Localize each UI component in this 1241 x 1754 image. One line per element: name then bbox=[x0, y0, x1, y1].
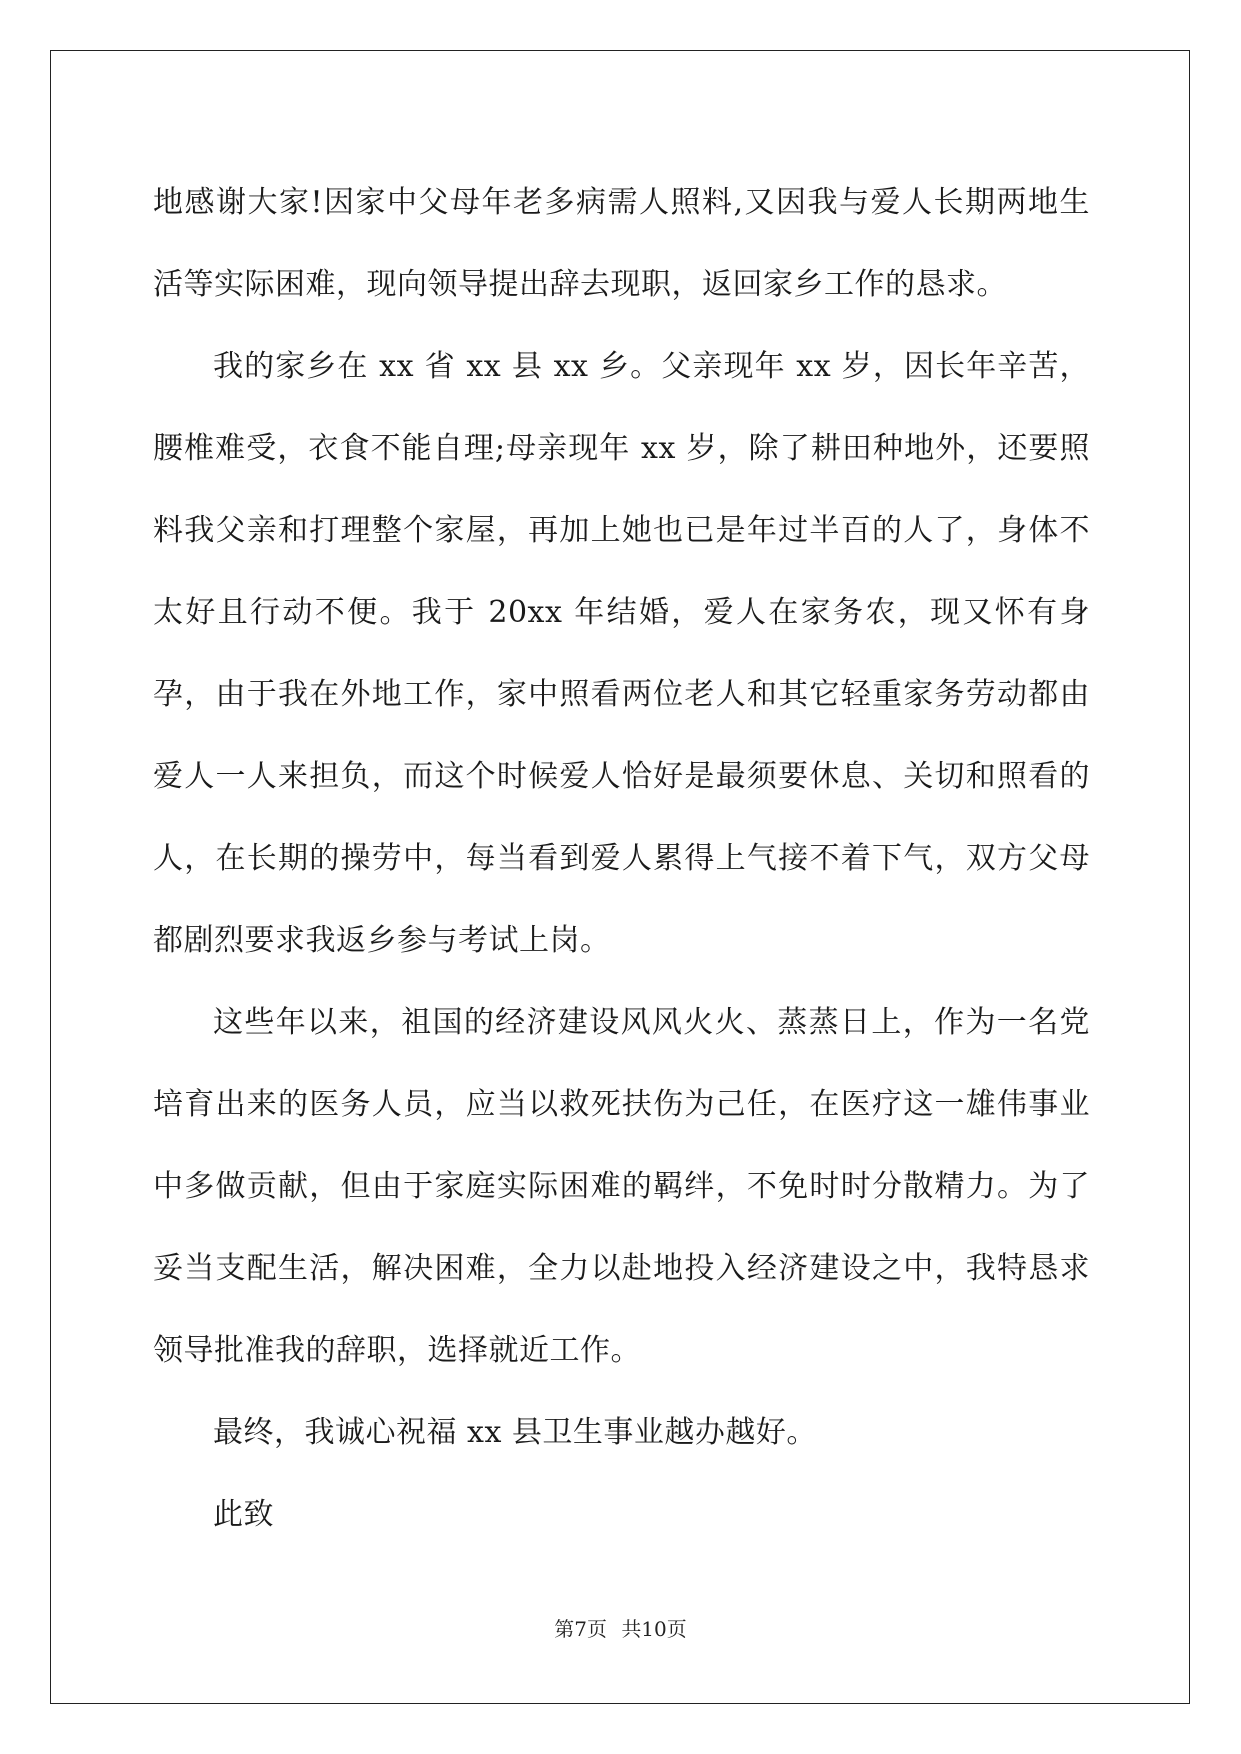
document-body bbox=[153, 162, 1090, 1556]
paragraph-continued: 地感谢大家!因家中父母年老多病需人照料,又因我与爱人长期两地生活等实际困难，现向领导提出辞去现职，返回家乡工作的恳求。 bbox=[153, 185, 1090, 302]
page-total: 共10页 bbox=[621, 1617, 687, 1641]
paragraph-family-situation: 我的家乡在 xx 省 xx 县 xx 乡。父亲现年 xx 岁，因长年辛苦，腰椎难受，衣食不能自理;母亲现年 xx 岁，除了耕田种地外，还要照料我父亲和打理整个家屋，再加上她也已是年过半百的人了，身体不太好且行动不便。我于 20xx 年结婚，爱人在家务农，现又怀有身孕，由于我在外地工作，家中照看两位老人和其它轻重家务劳动都由爱人一人来担负，而这个时候爱人恰好是最须要休息、关切和照看的人，在长期的操劳中，每当看到爱人累得上气接不着下气，双方父母都剧烈要求我返乡参与考试上岗。 bbox=[153, 349, 1090, 958]
page-footer bbox=[0, 1613, 1241, 1642]
paragraph-closing-wish: 最终，我诚心祝福 xx 县卫生事业越办越好。 bbox=[213, 1415, 817, 1450]
paragraph-resignation-request: 这些年以来，祖国的经济建设风风火火、蒸蒸日上，作为一名党培育出来的医务人员，应当以救死扶伤为己任，在医疗这一雄伟事业中多做贡献，但由于家庭实际困难的羁绊，不免时时分散精力。为了妥当支配生活，解决困难，全力以赴地投入经济建设之中，我特恳求领导批准我的辞职，选择就近工作。 bbox=[153, 1005, 1090, 1368]
paragraph-salutation: 此致 bbox=[213, 1497, 274, 1532]
page-number: 第7页 bbox=[554, 1617, 607, 1641]
